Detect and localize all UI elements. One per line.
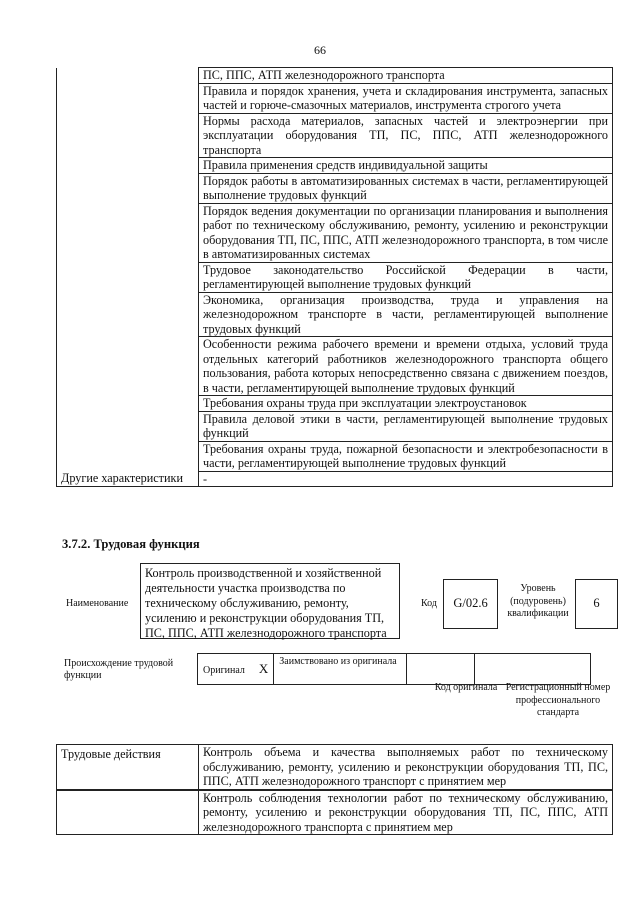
table-row	[57, 68, 613, 84]
action-item: Контроль соблюдения технологии работ по техническому обслуживанию, ремонту, усилению и реконструкции оборудования ТП, ПС, ППС, АТП железнодорожного транспорта с принятием мер	[199, 790, 613, 835]
knowledge-item: Нормы расхода материалов, запасных частей и электроэнергии при эксплуатации оборудования ТП, ПС, ППС, АТП железнодорожного транспорта	[199, 113, 613, 158]
origin-code-cell	[407, 654, 475, 685]
table-row	[57, 158, 613, 174]
origin-reg-number-cell	[475, 654, 591, 685]
action-item: Контроль объема и качества выполняемых работ по техническому обслуживанию, ремонту, усилению и реконструкции оборудования ТП, ПС, ППС, АТП железнодорожного транспорт с принятием мер	[199, 745, 613, 790]
knowledge-item: Правила и порядок хранения, учета и складирования инструмента, запасных частей и горюче-смазочных материалов, инструмента строгого учета	[199, 83, 613, 113]
function-name-label: Наименование	[66, 598, 129, 609]
function-name-value: Контроль производственной и хозяйственной деятельности участка производства по техническому обслуживанию, ремонту, усилению и реконструкции оборудования ТП, ПС, ППС, АТП железнодорожного транспорта	[140, 563, 400, 639]
table-row	[57, 396, 613, 412]
knowledge-item: Особенности режима рабочего времени и времени отдыха, условий труда отдельных категорий работников железнодорожного транспорта общего пользования, работа которых непосредственно связана с движением поездов, в части, регламентирующей выполнение трудовых функций	[199, 337, 613, 396]
qualification-level-value: 6	[575, 579, 618, 629]
knowledge-item: Порядок работы в автоматизированных системах в части, регламентирующей выполнение трудовых функций	[199, 173, 613, 203]
table-row	[57, 790, 613, 835]
function-code-label: Код	[421, 598, 437, 609]
table-row	[57, 203, 613, 262]
function-code-value: G/02.6	[443, 579, 498, 629]
knowledge-item: Экономика, организация производства, труда и управления на железнодорожном транспорте в части, регламентирующей выполнение трудовых функций	[199, 292, 613, 337]
origin-table	[197, 653, 591, 685]
origin-mark: X	[258, 661, 269, 676]
origin-original-label: Оригинал	[203, 665, 245, 676]
origin-code-caption: Код оригинала	[434, 682, 498, 693]
qualification-level-label: Уровень (подуровень) квалификации	[507, 583, 569, 619]
table-row	[57, 173, 613, 203]
origin-reg-caption: Регистрационный номер профессионального стандарта	[505, 682, 611, 718]
table-row	[57, 113, 613, 158]
knowledge-item: Правила применения средств индивидуальной защиты	[199, 158, 613, 174]
other-characteristics-value: -	[199, 471, 613, 487]
origin-borrowed-label: Заимствовано из оригинала	[274, 654, 407, 685]
knowledge-item: ПС, ППС, АТП железнодорожного транспорта	[199, 68, 613, 84]
origin-original-cell	[198, 654, 274, 685]
knowledge-item: Требования охраны труда, пожарной безопасности и электробезопасности в части, регламентирующей выполнение трудовых функций	[199, 441, 613, 471]
knowledge-item: Требования охраны труда при эксплуатации электроустановок	[199, 396, 613, 412]
actions-table	[56, 744, 613, 835]
table-row	[57, 262, 613, 292]
knowledge-table	[56, 67, 613, 487]
origin-label: Происхождение трудовой функции	[64, 658, 174, 681]
page-number: 66	[314, 43, 326, 57]
knowledge-item: Правила деловой этики в части, регламентирующей выполнение трудовых функций	[199, 411, 613, 441]
knowledge-item: Трудовое законодательство Российской Федерации в части, регламентирующей выполнение трудовых функций	[199, 262, 613, 292]
table-row	[198, 654, 591, 685]
section-title: 3.7.2. Трудовая функция	[62, 537, 200, 551]
table-row	[57, 337, 613, 396]
table-row	[57, 83, 613, 113]
knowledge-item: Порядок ведения документации по организации планирования и выполнения работ по техническому обслуживанию, ремонту, усилению и реконструкции оборудования ТП, ПС, ППС, АТП железнодорожного транспорта, в том числе в автоматизированных системах	[199, 203, 613, 262]
table-row	[57, 745, 613, 790]
other-characteristics-label: Другие характеристики	[57, 471, 199, 487]
table-row	[57, 411, 613, 441]
table-row	[57, 292, 613, 337]
table-row	[57, 441, 613, 471]
actions-label: Трудовые действия	[57, 745, 199, 790]
table-row	[57, 471, 613, 487]
